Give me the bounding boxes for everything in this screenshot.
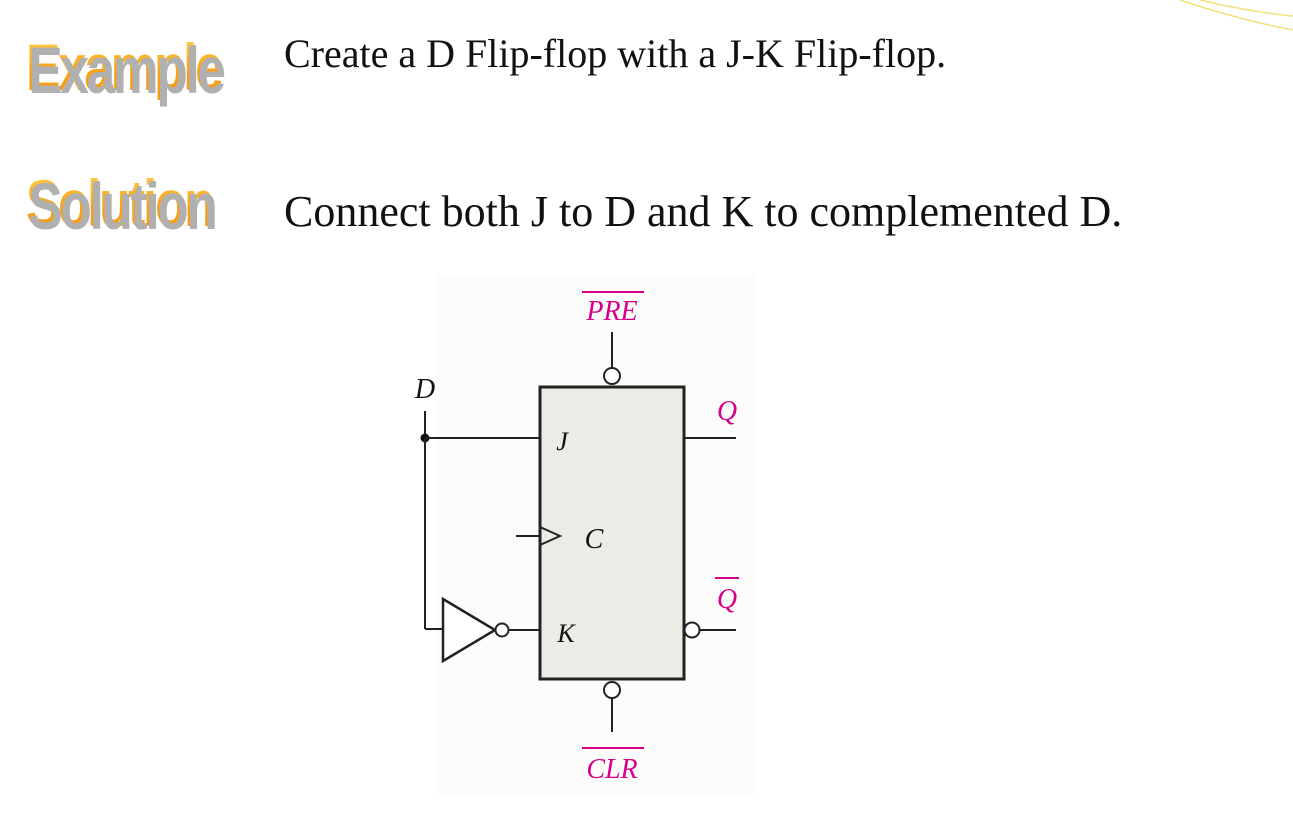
pin-j-label: J xyxy=(556,427,568,456)
solution-text: Connect both J to D and K to complemented D. xyxy=(284,187,1123,236)
output-q-label: Q xyxy=(716,396,738,427)
preset-bubble xyxy=(604,368,620,384)
inverter-bubble xyxy=(496,624,509,637)
clear-bubble xyxy=(604,682,620,698)
jk-flip-flop-diagram xyxy=(390,270,760,800)
q-bar-bubble xyxy=(685,623,700,638)
d-input-label: D xyxy=(414,374,436,405)
preset-label: PRE xyxy=(586,296,638,327)
solution-badge: Solution xyxy=(26,166,214,240)
example-badge: Example xyxy=(26,30,222,104)
clear-label: CLR xyxy=(586,754,638,785)
pin-c-label: C xyxy=(584,524,604,555)
output-q-bar-label: Q xyxy=(716,584,738,615)
example-text: Create a D Flip-flop with a J-K Flip-flop. xyxy=(284,31,947,76)
pin-k-label: K xyxy=(557,619,575,648)
